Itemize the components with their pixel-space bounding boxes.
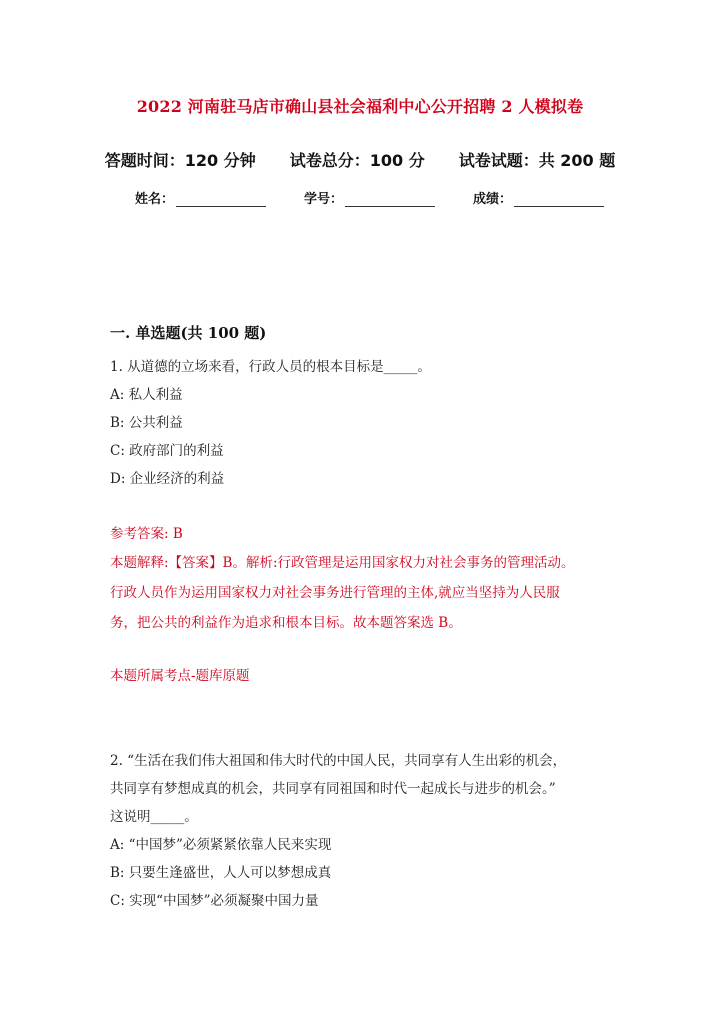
- question-stem-line: 共同享有梦想成真的机会，共同享有同祖国和时代一起成长与进步的机会。”: [110, 781, 556, 797]
- exam-total-score: 试卷总分：100 分: [289, 151, 425, 170]
- student-info-fields: [135, 188, 615, 207]
- question-stem: 1. 从道德的立场来看，行政人员的根本目标是_____。: [110, 359, 431, 375]
- score-field: [473, 188, 604, 207]
- name-label: 姓名：: [135, 192, 175, 207]
- exam-question-count: 试卷试题：共 200 题: [458, 151, 616, 170]
- option-c: C: 政府部门的利益: [110, 443, 224, 459]
- explanation-line: 行政人员作为运用国家权力对社会事务进行管理的主体,就应当坚持为人民服: [110, 585, 560, 601]
- option-d: D: 企业经济的利益: [110, 471, 225, 487]
- question-2: [110, 747, 610, 915]
- question-stem-line: 这说明_____。: [110, 809, 198, 825]
- answer-explanation: [110, 548, 620, 638]
- option-c: C: 实现“中国梦”必须凝聚中国力量: [110, 893, 319, 909]
- explanation-line: 本题解释:【答案】B。解析:行政管理是运用国家权力对社会事务的管理活动。: [110, 555, 575, 571]
- exam-time: 答题时间：120 分钟: [104, 151, 256, 170]
- question-source: 本题所属考点-题库原题: [110, 668, 250, 684]
- reference-answer: 参考答案: B: [110, 526, 183, 542]
- explanation-line: 务，把公共的利益作为追求和根本目标。故本题答案选 B。: [110, 615, 462, 631]
- question-1: [110, 353, 610, 493]
- student-id-field: [304, 188, 435, 207]
- option-a: A: “中国梦”必须紧紧依靠人民来实现: [110, 837, 332, 853]
- option-b: B: 公共利益: [110, 415, 183, 431]
- student-id-blank: [345, 192, 435, 207]
- score-blank: [514, 192, 604, 207]
- option-a: A: 私人利益: [110, 387, 183, 403]
- name-field: [135, 188, 266, 207]
- student-id-label: 学号：: [304, 192, 344, 207]
- name-blank: [176, 192, 266, 207]
- exam-meta: [0, 148, 720, 171]
- question-stem-line: 2. “生活在我们伟大祖国和伟大时代的中国人民，共同享有人生出彩的机会，: [110, 753, 567, 769]
- exam-title: 2022 河南驻马店市确山县社会福利中心公开招聘 2 人模拟卷: [136, 97, 584, 116]
- option-b: B: 只要生逢盛世，人人可以梦想成真: [110, 865, 332, 881]
- score-label: 成绩：: [473, 192, 513, 207]
- section-heading: 一. 单选题(共 100 题): [110, 324, 267, 342]
